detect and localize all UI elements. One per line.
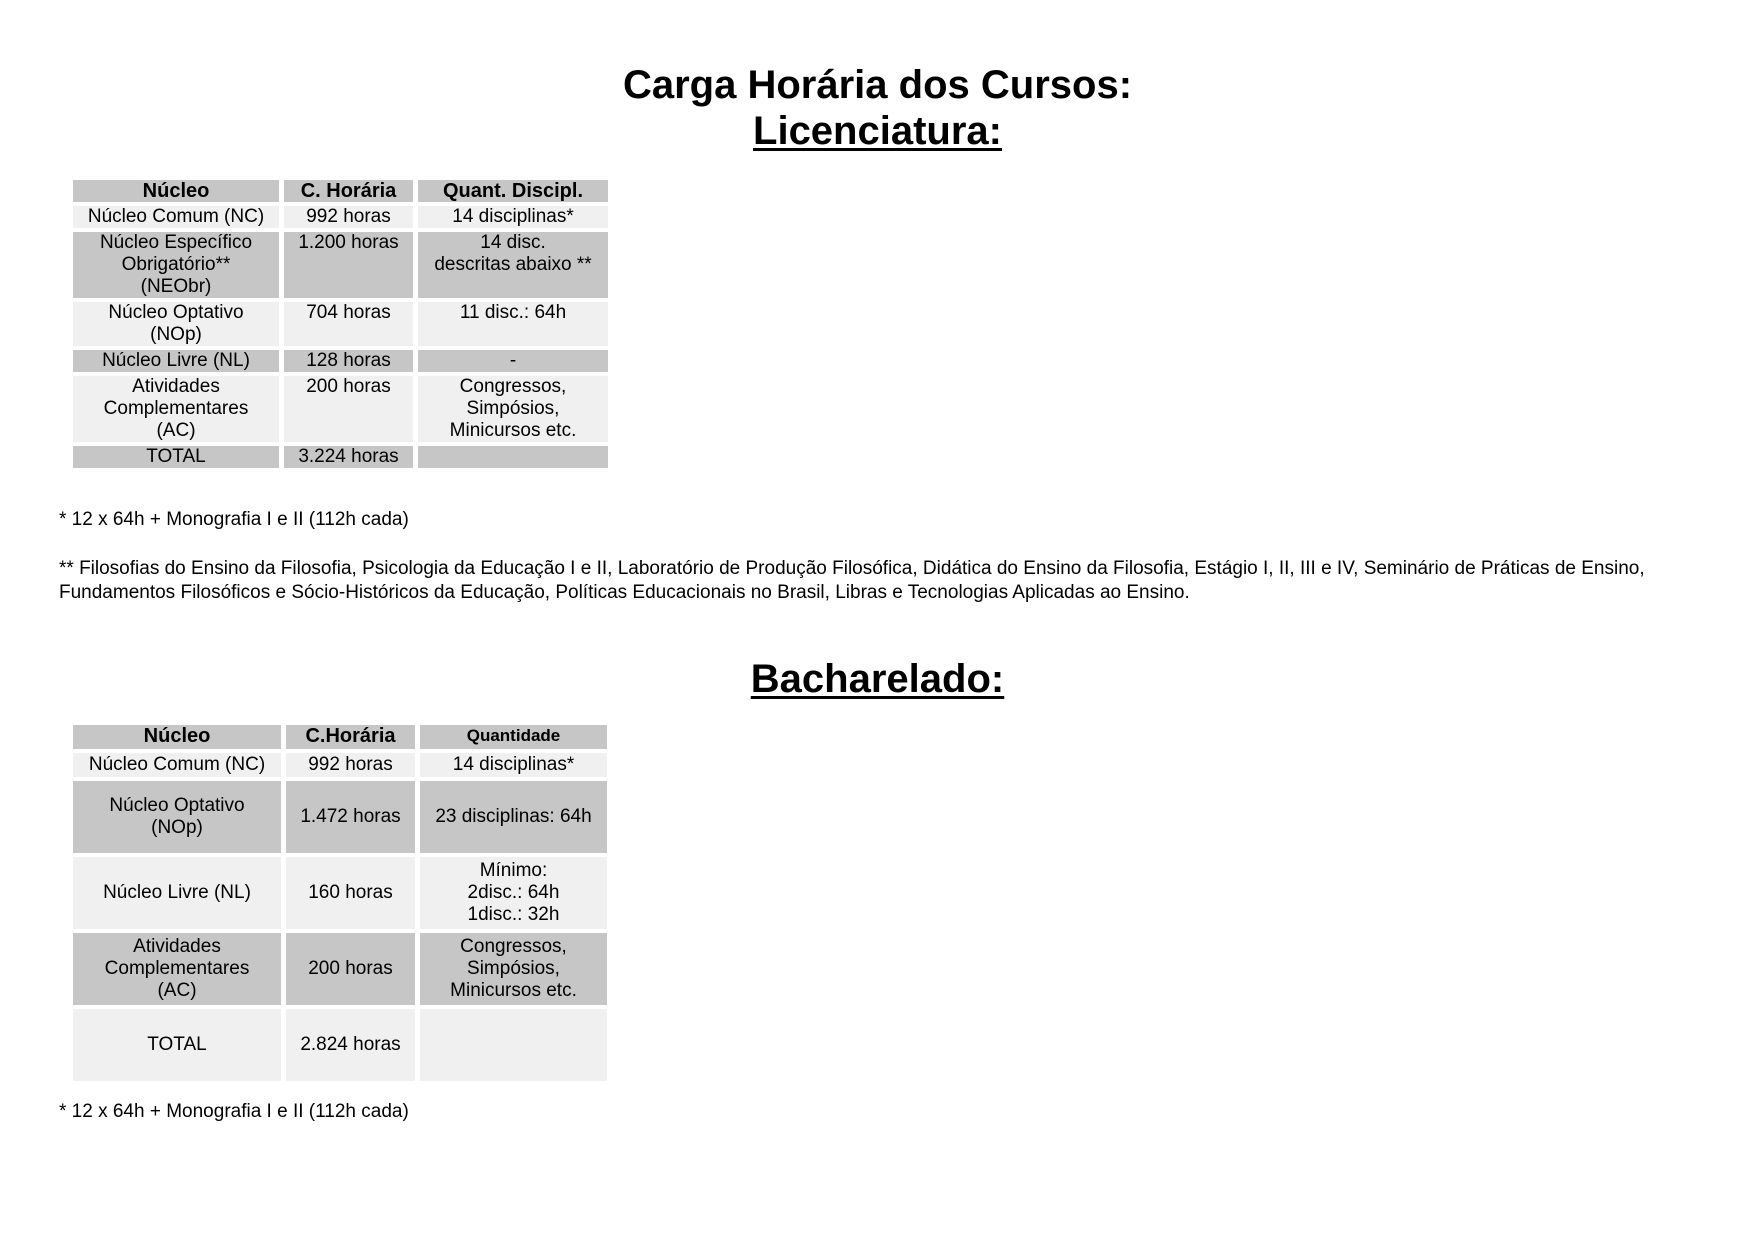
table-row [73, 376, 608, 442]
table-row [73, 781, 607, 853]
table-cell: 2.824 horas [286, 1009, 415, 1081]
table-cell: 3.224 horas [284, 446, 413, 468]
table-cell: Núcleo Livre (NL) [73, 857, 281, 929]
licenciatura-heading: Licenciatura: [753, 109, 1002, 153]
table-cell: 200 horas [286, 933, 415, 1005]
table-cell: 200 horas [284, 376, 413, 442]
table-cell: 992 horas [284, 206, 413, 228]
table-cell: 1.200 horas [284, 232, 413, 298]
table-cell: 11 disc.: 64h [418, 302, 608, 346]
header-quantidade: Quant. Discipl. [418, 180, 608, 202]
table-cell [420, 1009, 607, 1081]
header-nucleo: Núcleo [73, 180, 279, 202]
table-cell: TOTAL [73, 1009, 281, 1081]
header-nucleo: Núcleo [73, 725, 281, 749]
table-cell: Congressos, Simpósios, Minicursos etc. [420, 933, 607, 1005]
licenciatura-table [68, 176, 613, 472]
table-row [73, 753, 607, 777]
table-cell: Congressos, Simpósios, Minicursos etc. [418, 376, 608, 442]
table-cell: Atividades Complementares (AC) [73, 376, 279, 442]
table-cell: TOTAL [73, 446, 279, 468]
header-quantidade: Quantidade [420, 725, 607, 749]
bacharelado-table [68, 721, 612, 1085]
table-cell: Núcleo Optativo (NOp) [73, 781, 281, 853]
licenciatura-footnote-1: * 12 x 64h + Monografia I e II (112h cada) [59, 509, 409, 530]
table-total-row [73, 1009, 607, 1081]
table-cell: 23 disciplinas: 64h [420, 781, 607, 853]
table-header-row [73, 725, 607, 749]
bacharelado-heading: Bacharelado: [750, 657, 1005, 701]
table-row [73, 933, 607, 1005]
table-row [73, 350, 608, 372]
table-cell: 1.472 horas [286, 781, 415, 853]
table-row [73, 302, 608, 346]
table-cell: - [418, 350, 608, 372]
table-cell: Núcleo Optativo (NOp) [73, 302, 279, 346]
page-title: Carga Horária dos Cursos: [622, 63, 1133, 107]
header-carga-horaria: C.Horária [286, 725, 415, 749]
table-cell: Núcleo Comum (NC) [73, 753, 281, 777]
table-cell: Mínimo: 2disc.: 64h 1disc.: 32h [420, 857, 607, 929]
table-cell: Núcleo Comum (NC) [73, 206, 279, 228]
table-cell: Núcleo Específico Obrigatório** (NEObr) [73, 232, 279, 298]
table-cell [418, 446, 608, 468]
table-cell: 14 disciplinas* [420, 753, 607, 777]
table-cell: Núcleo Livre (NL) [73, 350, 279, 372]
header-carga-horaria: C. Horária [284, 180, 413, 202]
bacharelado-footnote-1: * 12 x 64h + Monografia I e II (112h cada) [59, 1101, 409, 1122]
table-total-row [73, 446, 608, 468]
table-header-row [73, 180, 608, 202]
table-cell: 14 disc. descritas abaixo ** [418, 232, 608, 298]
table-row [73, 232, 608, 298]
table-cell: 704 horas [284, 302, 413, 346]
table-row [73, 206, 608, 228]
table-cell: 14 disciplinas* [418, 206, 608, 228]
licenciatura-footnote-2: ** Filosofias do Ensino da Filosofia, Psicologia da Educação I e II, Laboratório de Produção Filosófica, Didática do Ensino da Filosofia, Estágio I, II, III e IV, Seminário de Práticas de Ensino, Fundamentos Filosóficos e Sócio-Históricos da Educação, Políticas Educacionais no Brasil, Libras e Tecnologias Aplicadas ao Ensino. [59, 558, 1645, 603]
table-cell: 160 horas [286, 857, 415, 929]
table-cell: Atividades Complementares (AC) [73, 933, 281, 1005]
table-row [73, 857, 607, 929]
table-cell: 128 horas [284, 350, 413, 372]
table-cell: 992 horas [286, 753, 415, 777]
